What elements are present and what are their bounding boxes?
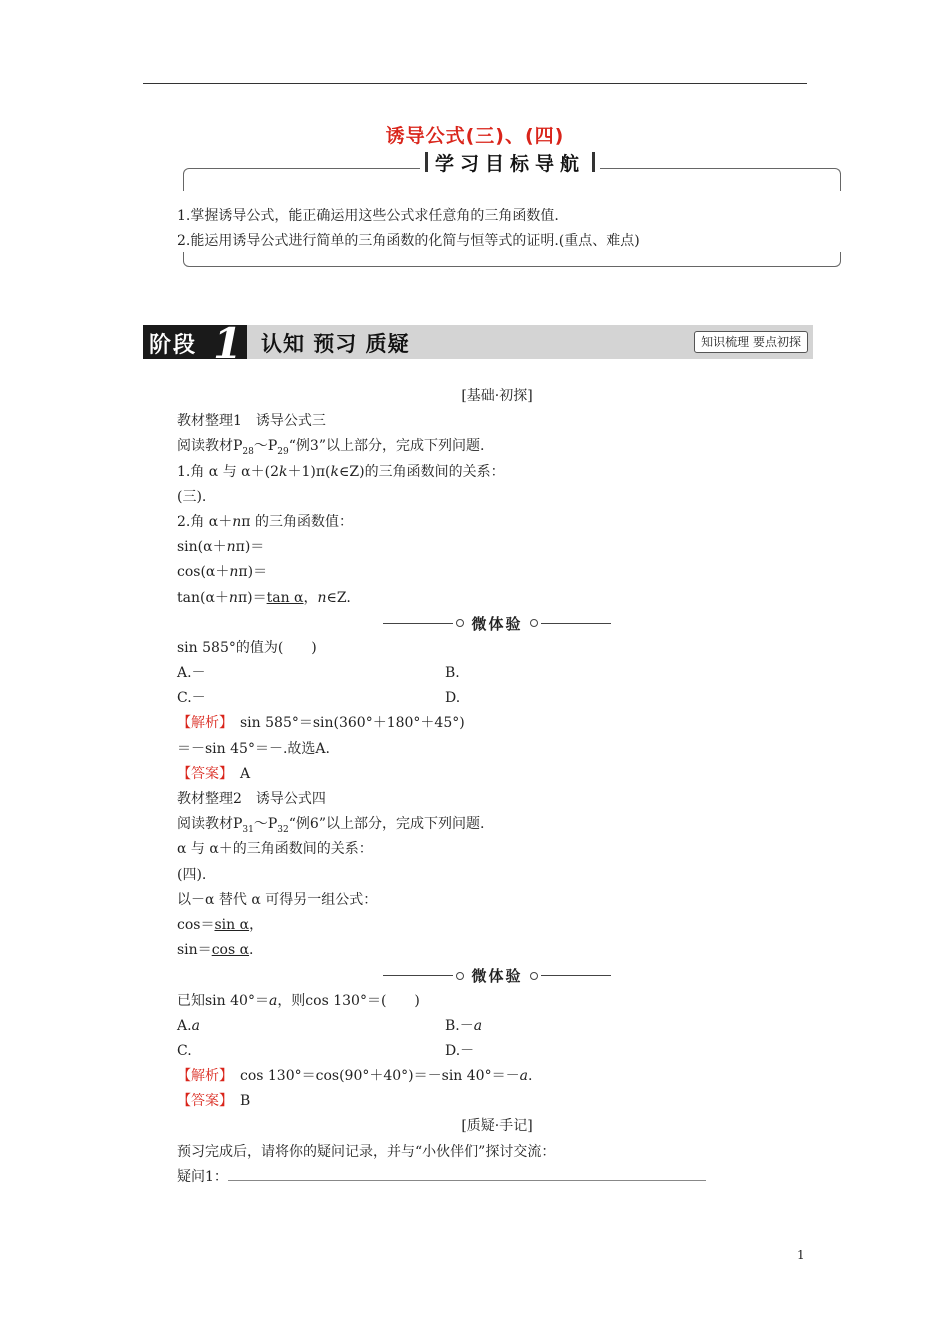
stage-tag: 知识梳理 要点初探 [694, 331, 808, 353]
learning-goals-heading: 学习目标导航 [434, 152, 585, 175]
analysis-line: ＝－sin 45°＝－.故选A. [177, 740, 330, 757]
page-title: 诱导公式(三)、(四) [385, 125, 565, 147]
question-note-line: 疑问1： [177, 1165, 817, 1190]
banner-bar-left [425, 152, 428, 172]
choice-row: A.a B.－a [177, 1017, 483, 1034]
answer-line: 【答案】 B [177, 1093, 251, 1110]
formula-line: cos＝sin α， [177, 916, 264, 933]
goals-frame-bottom [183, 252, 841, 267]
mini-experience-divider: 微体验 [177, 963, 817, 988]
material-heading: 教材整理2 诱导公式四 [177, 791, 326, 807]
reading-instruction: 阅读教材$P_{28}\sim P_{29}“$例3”以上部分，完成下列问题. [177, 438, 485, 458]
mini-experience-divider: 微体验 [177, 611, 817, 636]
formula-line: sin＝cos α. [177, 942, 254, 959]
stage-bar [143, 319, 813, 368]
goals-list [177, 204, 640, 254]
banner-bar-right [592, 152, 595, 172]
goal-item: 1.掌握诱导公式，能正确运用这些公式求任意角的三角函数值. [177, 208, 559, 224]
choice-row: A.－ B. [177, 665, 460, 682]
formula-line: cos(α＋nπ)＝ [177, 564, 268, 581]
analysis-line: 【解析】 cos 130°＝cos(90°＋40°)＝－sin 40°＝－a. [177, 1068, 533, 1085]
stage-heading: 认知 预习 质疑 [261, 332, 410, 356]
section-heading: [质疑·手记] [461, 1118, 533, 1135]
text-line: (三). [177, 488, 207, 505]
choice-row: C.－ D. [177, 690, 461, 707]
question-stem: sin 585°的值为( ) [177, 639, 317, 656]
formula-line: tan(α＋nπ)＝tan α，n∈Z. [177, 589, 351, 606]
page-number: 1 [797, 1248, 805, 1262]
learning-goals-banner [420, 148, 600, 176]
text-line: (四). [177, 866, 207, 883]
stage-number: 1 [213, 319, 243, 368]
main-content [177, 384, 817, 1190]
question-stem: 已知sin 40°＝a，则cos 130°＝( ) [177, 992, 420, 1009]
text-line: α 与 α＋的三角函数间的关系： [177, 841, 373, 858]
stage-word: 阶段 [149, 333, 198, 358]
text-line: 2.角 α＋nπ 的三角函数值： [177, 513, 353, 530]
answer-blank[interactable] [228, 1166, 706, 1181]
section-heading: [基础·初探] [461, 388, 533, 404]
goal-item: 2.能运用诱导公式进行简单的三角函数的化简与恒等式的证明.(重点、难点) [177, 233, 640, 249]
text-line: 1.角 α 与 α＋(2k＋1)π(k∈Z)的三角函数间的关系： [177, 463, 505, 480]
text-line: 预习完成后，请将你的疑问记录，并与“小伙伴们”探讨交流： [177, 1143, 556, 1160]
answer-line: 【答案】 A [177, 765, 251, 782]
formula-line: sin(α＋nπ)＝ [177, 539, 265, 556]
header-rule [143, 83, 807, 84]
material-heading: 教材整理1 诱导公式三 [177, 413, 326, 430]
choice-row: C. D.－ [177, 1042, 475, 1059]
analysis-line: 【解析】 sin 585°＝sin(360°＋180°＋45°) [177, 715, 465, 732]
reading-instruction: 阅读教材$P_{31}\sim P_{32}“$例6”以上部分，完成下列问题. [177, 816, 485, 835]
stage-label-box [143, 319, 247, 368]
text-line: 以－α 替代 α 可得另一组公式： [177, 891, 378, 908]
